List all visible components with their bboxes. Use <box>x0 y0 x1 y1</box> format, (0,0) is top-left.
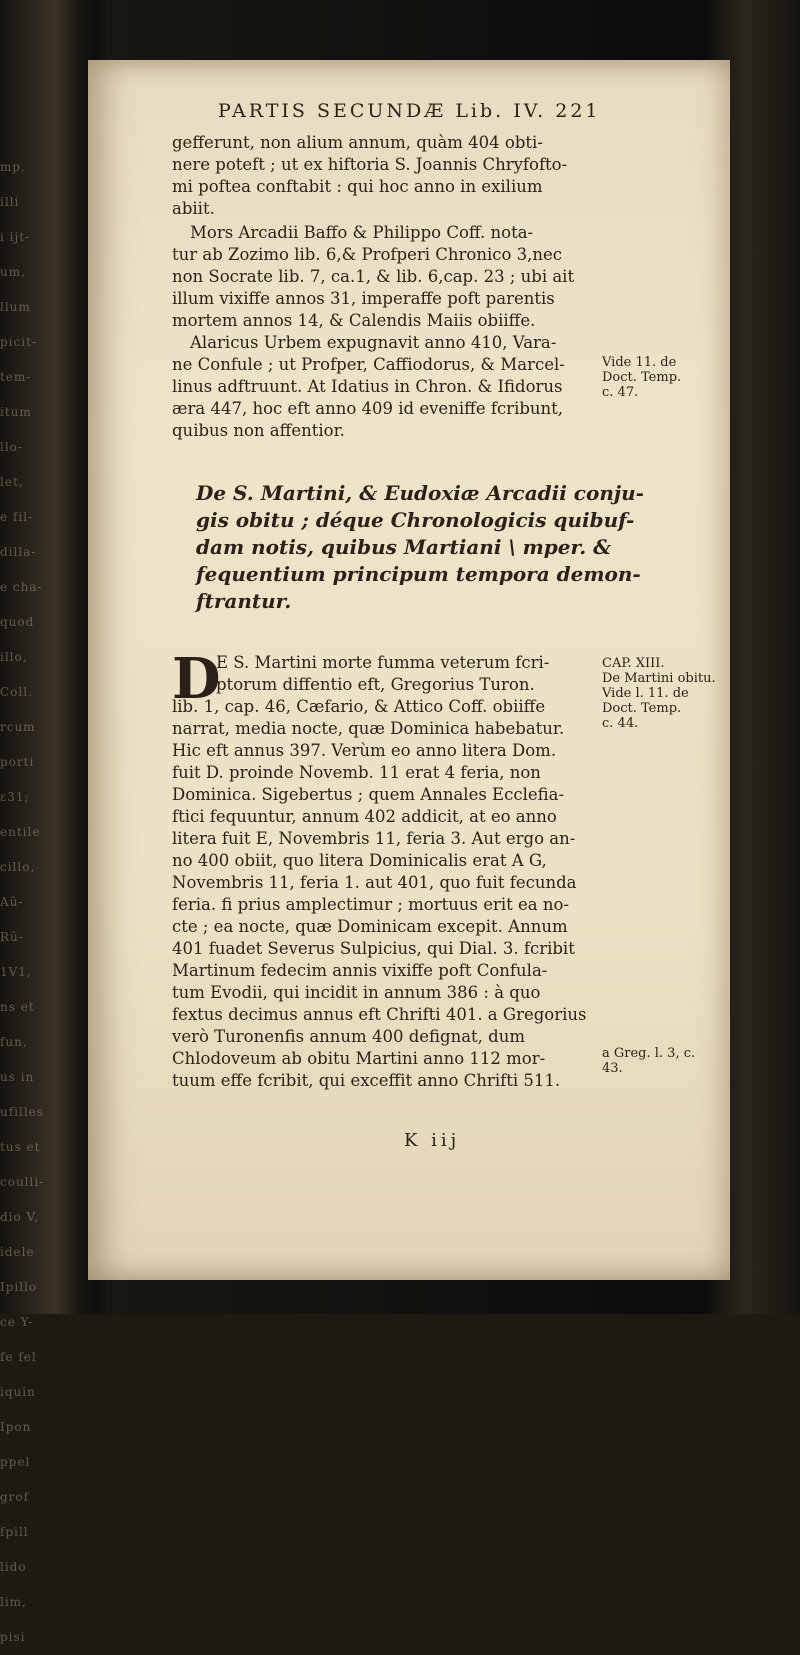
facing-page-fragment: llum <box>0 300 31 314</box>
paragraph-4-line: Martinum fedecim annis vixiffe poft Confula- <box>172 961 548 980</box>
facing-page-fragment: i ijt- <box>0 230 31 244</box>
facing-page-fragment: entile <box>0 825 41 839</box>
facing-page-fragment: e fil- <box>0 510 34 524</box>
margin-note-vide-47 <box>602 355 722 400</box>
facing-page-fragment: iquin <box>0 1385 36 1399</box>
paragraph-3-line: æra 447, hoc eft anno 409 id eveniffe fcribunt, <box>172 399 564 418</box>
section-heading-line: fequentium principum tempora demon- <box>196 562 641 586</box>
facing-page-fragment: us in <box>0 1070 35 1084</box>
paragraph-1-line: nere poteft ; ut ex hiftoria S. Joannis Chryfofto- <box>172 155 568 174</box>
paragraph-1-line: gefferunt, non alium annum, quàm 404 obti- <box>172 133 543 152</box>
facing-page-fragment: let, <box>0 475 24 489</box>
margin-note-2-line: De Martini obitu. <box>602 671 716 686</box>
facing-page-fragment: ppel <box>0 1455 31 1469</box>
margin-note-1-line: Doct. Temp. <box>602 370 682 385</box>
facing-page-fragment: Aũ- <box>0 895 24 909</box>
facing-page-fragment: e cha- <box>0 580 43 594</box>
margin-note-3-line: 43. <box>602 1061 623 1076</box>
facing-page-fragment: Coll. <box>0 685 33 699</box>
paragraph-4-line: verò Turonenfis annum 400 defignat, dum <box>172 1027 526 1046</box>
paragraph-4-line: Hic eft annus 397. Verùm eo anno litera Dom. <box>172 741 557 760</box>
facing-page-fragment: ns et <box>0 1000 35 1014</box>
margin-note-greg <box>602 1046 722 1076</box>
paragraph-4-line: no 400 obiit, quo litera Dominicalis erat A G, <box>172 851 547 870</box>
running-head: PARTIS SECUNDÆ Lib. IV. 221 <box>218 100 601 122</box>
section-heading <box>196 480 644 615</box>
paragraph-1 <box>172 132 590 220</box>
facing-page-fragment: Ipon <box>0 1420 32 1434</box>
section-heading-line: De S. Martini, & Eudoxiæ Arcadii conju- <box>196 481 644 505</box>
facing-page-fragment: dilla- <box>0 545 37 559</box>
paragraph-3 <box>172 332 590 442</box>
facing-page-fragment: coulli- <box>0 1175 45 1189</box>
paragraph-2-line: Mors Arcadii Baffo & Philippo Coff. nota- <box>190 223 534 242</box>
facing-page-fragment: dio V, <box>0 1210 39 1224</box>
facing-page-fragment: mp. <box>0 160 26 174</box>
facing-page-fragment: itum <box>0 405 32 419</box>
margin-note-1-line: c. 47. <box>602 385 639 400</box>
facing-page-fragment: pisi <box>0 1630 26 1644</box>
drop-capital: D <box>172 646 221 712</box>
paragraph-3-line: linus adftruunt. At Idatius in Chron. & Ifidorus <box>172 377 563 396</box>
facing-page-fragment: porti <box>0 755 35 769</box>
section-heading-line: ftrantur. <box>196 589 292 613</box>
facing-page-fragment: illi <box>0 195 20 209</box>
facing-page-fragment: Ipillo <box>0 1280 38 1294</box>
paragraph-4-line: ftici fequuntur, annum 402 addicit, at eo anno <box>172 807 557 826</box>
paragraph-2-line: non Socrate lib. 7, ca.1, & lib. 6,cap. 23 ; ubi ait <box>172 267 575 286</box>
signature-mark: K iij <box>404 1130 461 1151</box>
paragraph-4-line: Dominica. Sigebertus ; quem Annales Ecclefia- <box>172 785 565 804</box>
facing-page-fragment: um, <box>0 265 26 279</box>
paragraph-4-line: ptorum diffentio eft, Gregorius Turon. <box>216 675 535 694</box>
margin-note-2-line: c. 44. <box>602 716 639 731</box>
paragraph-4-line: fextus decimus annus eft Chrifti 401. a Gregorius <box>172 1005 587 1024</box>
paragraph-2-line: tur ab Zozimo lib. 6,& Profperi Chronico 3,nec <box>172 245 563 264</box>
margin-note-2-line: Doct. Temp. <box>602 701 682 716</box>
facing-page-fragment: llo- <box>0 440 23 454</box>
paragraph-4-line: 401 fuadet Severus Sulpicius, qui Dial. 3. fcribit <box>172 939 575 958</box>
facing-page-fragment: lido <box>0 1560 27 1574</box>
facing-page-fragment: illo, <box>0 650 28 664</box>
paragraph-2-line: mortem annos 14, & Calendis Maiis obiiffe. <box>172 311 536 330</box>
facing-page-fragment: picit- <box>0 335 37 349</box>
paragraph-1-line: abiit. <box>172 199 215 218</box>
paragraph-4-line: narrat, media nocte, quæ Dominica habebatur. <box>172 719 565 738</box>
paragraph-4-line: fuit D. proinde Novemb. 11 erat 4 feria, non <box>172 763 541 782</box>
facing-page-fragment: Rũ- <box>0 930 24 944</box>
facing-page-bleed <box>0 150 70 1644</box>
facing-page-fragment: rcum <box>0 720 36 734</box>
paragraph-4-line: feria. fi prius amplectimur ; mortuus erit ea no- <box>172 895 569 914</box>
paragraph-4-line: tuum effe fcribit, qui exceffit anno Chrifti 511. <box>172 1071 561 1090</box>
paragraph-2-line: illum vixiffe annos 31, imperaffe poft parentis <box>172 289 555 308</box>
facing-page-fragment: idele <box>0 1245 35 1259</box>
paragraph-3-line: Alaricus Urbem expugnavit anno 410, Vara- <box>190 333 557 352</box>
margin-note-2-line: Vide l. 11. de <box>602 686 689 701</box>
paragraph-4-line: Chlodoveum ab obitu Martini anno 112 mor- <box>172 1049 546 1068</box>
paragraph-1-line: mi poftea conftabit : qui hoc anno in exilium <box>172 177 543 196</box>
section-heading-line: dam notis, quibus Martiani \ mper. & <box>196 535 612 559</box>
facing-page-fragment: 1V1, <box>0 965 32 979</box>
paragraph-4-line: cte ; ea nocte, quæ Dominicam excepit. Annum <box>172 917 568 936</box>
facing-page-fragment: quod <box>0 615 35 629</box>
facing-page-fragment: fun, <box>0 1035 28 1049</box>
paragraph-2 <box>172 222 590 332</box>
margin-note-2-line: CAP. XIII. <box>602 656 665 671</box>
facing-page-fragment: ε31; <box>0 790 30 804</box>
facing-page-fragment: ce Y- <box>0 1315 34 1329</box>
facing-page-fragment: cillo, <box>0 860 36 874</box>
paragraph-4-line: Novembris 11, feria 1. aut 401, quo fuit fecunda <box>172 873 577 892</box>
paragraph-4-line: tum Evodii, qui incidit in annum 386 : à quo <box>172 983 541 1002</box>
paragraph-4 <box>172 646 590 1092</box>
facing-page-fragment: lim, <box>0 1595 27 1609</box>
paragraph-4-line: litera fuit E, Novembris 11, feria 3. Aut ergo an- <box>172 829 576 848</box>
paragraph-3-line: quibus non affentior. <box>172 421 345 440</box>
facing-page-fragment: ufilles <box>0 1105 44 1119</box>
facing-page-fragment: tem- <box>0 370 32 384</box>
facing-page-fragment: tus et <box>0 1140 41 1154</box>
facing-page-fragment: fe fel <box>0 1350 37 1364</box>
margin-note-3-line: a Greg. l. 3, c. <box>602 1046 696 1061</box>
paragraph-4-line: E S. Martini morte fumma veterum fcri- <box>216 653 550 672</box>
facing-page-fragment: fpill <box>0 1525 29 1539</box>
section-heading-line: gis obitu ; déque Chronologicis quibuf- <box>196 508 635 532</box>
facing-page-fragment: grof <box>0 1490 30 1504</box>
paragraph-4-line: lib. 1, cap. 46, Cæfario, & Attico Coff. obiiffe <box>172 697 546 716</box>
margin-note-1-line: Vide 11. de <box>602 355 677 370</box>
margin-note-cap-xiii <box>602 656 722 731</box>
paragraph-3-line: ne Confule ; ut Profper, Caffiodorus, & Marcel- <box>172 355 565 374</box>
